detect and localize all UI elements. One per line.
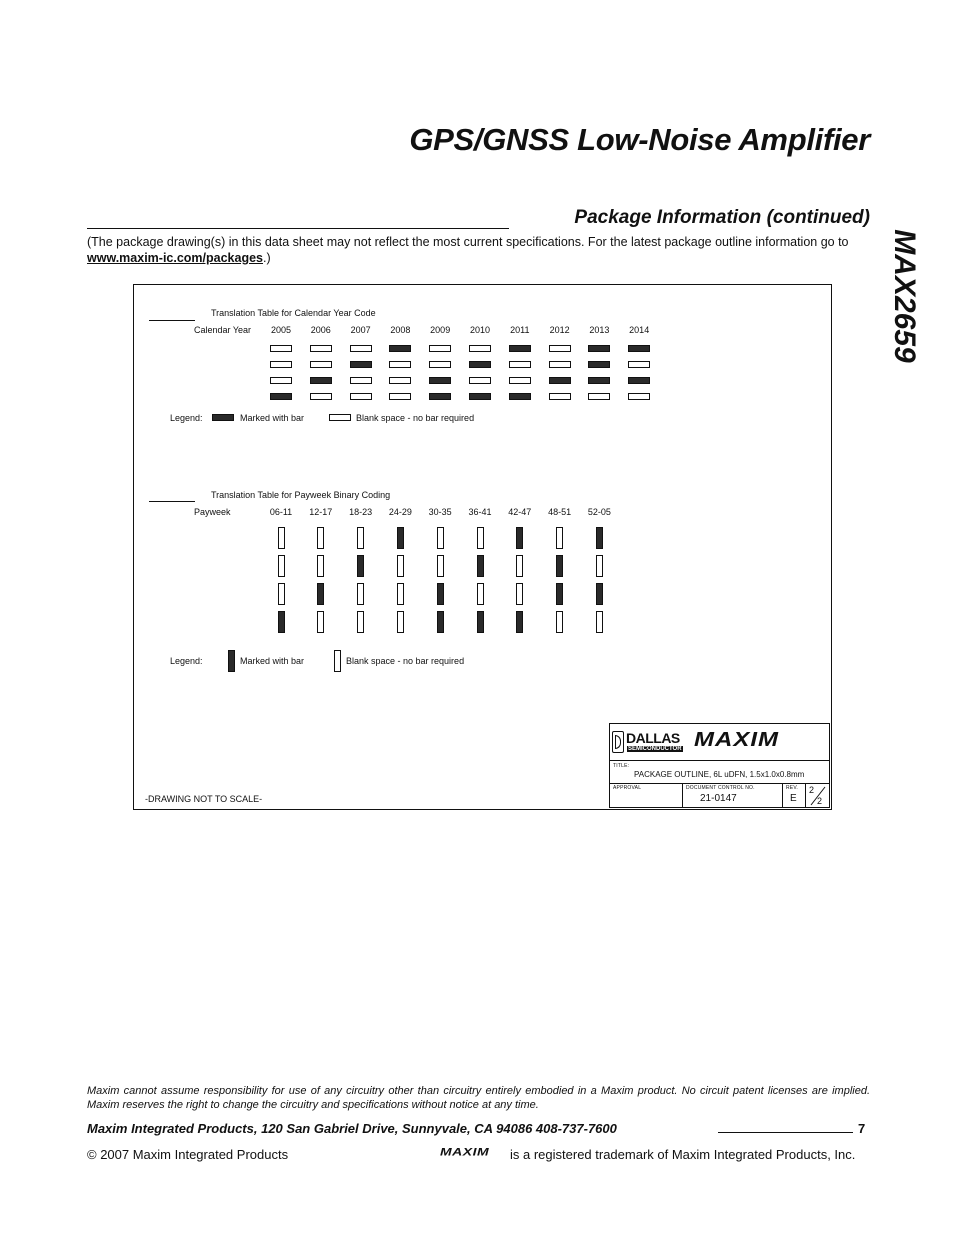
year-bar-marked [509,345,531,352]
year-bar-blank [389,361,411,368]
title-block-col-1 [682,783,683,808]
maxim-logo: MAXIM [694,728,779,751]
week-bar-blank [317,611,324,633]
year-bar-blank [350,377,372,384]
year-bar-blank [469,377,491,384]
packages-link[interactable]: www.maxim-ic.com/packages [87,251,264,265]
week-column-label: 42-47 [508,507,532,517]
year-bar-blank [469,345,491,352]
week-bar-blank [357,583,364,605]
year-bar-blank [628,361,650,368]
year-bar-blank [270,345,292,352]
year-bar-blank [509,377,531,384]
year-bar-blank [270,361,292,368]
week-bar-blank [317,555,324,577]
week-column-label: 48-51 [548,507,572,517]
section-rule [87,228,509,229]
title-block-col-2 [782,783,783,808]
rev-caption: REV. [786,785,799,791]
week-bar-marked [278,611,285,633]
week-bar-blank [477,583,484,605]
year-bar-blank [350,345,372,352]
approval-caption: APPROVAL [613,785,642,791]
year-bar-blank [549,393,571,400]
week-legend-blank-swatch [334,650,341,672]
week-column-label: 36-41 [468,507,492,517]
year-bar-blank [310,345,332,352]
year-bar-blank [549,361,571,368]
week-bar-marked [556,555,563,577]
week-bar-blank [556,611,563,633]
year-bar-blank [628,393,650,400]
year-legend-blank-swatch [329,414,351,421]
title-caption: TITLE: [613,763,630,769]
rev-value: E [790,793,797,804]
company-address: Maxim Integrated Products, 120 San Gabriel Drive, Sunnyvale, CA 94086 408-737-7600 [87,1121,617,1136]
year-bar-blank [549,345,571,352]
year-bar-marked [469,361,491,368]
week-row-label: Payweek [194,507,231,517]
year-bar-blank [509,361,531,368]
year-legend-blank: Blank space - no bar required [356,413,475,423]
year-bar-marked [628,345,650,352]
year-bar-marked [429,377,451,384]
year-row-label: Calendar Year [194,325,252,335]
page-title: GPS/GNSS Low-Noise Amplifier [409,122,870,157]
year-legend-marked-swatch [212,414,234,421]
dallas-logo-sub: SEMICONDUCTOR [628,746,682,752]
year-bar-blank [429,345,451,352]
week-bar-marked [556,583,563,605]
week-legend-label: Legend: [170,656,203,666]
week-bar-marked [516,611,523,633]
week-table-blank-line [149,501,195,502]
week-bar-blank [596,555,603,577]
doc-control-number: 21-0147 [700,793,737,804]
week-bar-blank [278,527,285,549]
week-bar-marked [437,583,444,605]
year-bar-marked [588,361,610,368]
doc-control-caption: DOCUMENT CONTROL NO. [686,785,755,791]
week-bar-blank [596,611,603,633]
week-legend-marked-swatch [228,650,235,672]
year-bar-marked [310,377,332,384]
copyright: © 2007 Maxim Integrated Products [87,1147,289,1162]
year-column-label: 2011 [510,325,530,335]
week-bar-blank [357,611,364,633]
year-table-blank-line [149,320,195,321]
week-column-label: 30-35 [428,507,452,517]
year-bar-blank [389,377,411,384]
year-bar-blank [270,377,292,384]
year-bar-marked [509,393,531,400]
year-bar-marked [628,377,650,384]
week-bar-blank [357,527,364,549]
week-bar-blank [397,555,404,577]
year-column-label: 2006 [310,325,331,335]
dallas-logo-icon [612,731,624,753]
year-column-label: 2008 [390,325,411,335]
week-column-label: 18-23 [349,507,373,517]
year-bar-marked [588,377,610,384]
week-bar-marked [477,555,484,577]
dallas-logo-text: DALLAS [626,730,680,746]
side-part-number [884,216,924,376]
legal-disclaimer: Maxim cannot assume responsibility for use of any circuitry other than circuitry entirely embodied in a Maxim product. No circuit patent licenses are implied. Maxim reserves the right to change the circuitry and specifications without notice at any time. [87,1085,870,1111]
year-bar-marked [270,393,292,400]
week-bar-blank [437,527,444,549]
year-bar-marked [549,377,571,384]
intro-end: .) [263,251,271,265]
intro-text: (The package drawing(s) in this data sheet may not reflect the most current specifications. For the latest package outline information go to [87,235,849,249]
week-bar-marked [477,611,484,633]
week-column-label: 12-17 [309,507,333,517]
maxim-trademark-logo: MAXIM [440,1145,490,1158]
year-bar-marked [389,345,411,352]
footer-rule [718,1132,853,1133]
year-legend-label: Legend: [170,413,203,423]
week-bar-blank [477,527,484,549]
week-legend-marked: Marked with bar [240,656,305,666]
year-column-label: 2007 [350,325,371,335]
sheet-slash-icon [805,783,830,808]
section-title: Package Information (continued) [574,207,870,228]
title-block-divider-2 [609,783,830,784]
year-bar-marked [588,345,610,352]
sheet-number: 2 [809,785,815,795]
year-bar-marked [350,361,372,368]
title-block-divider [609,760,830,761]
week-bar-blank [556,527,563,549]
week-column-label: 06-11 [269,507,293,517]
week-column-label: 52-05 [587,507,611,517]
page-number: 7 [858,1121,866,1136]
week-table-title: Translation Table for Payweek Binary Coding [211,490,391,500]
year-column-label: 2005 [270,325,292,335]
year-bar-blank [389,393,411,400]
week-bar-marked [596,527,603,549]
week-column-label: 24-29 [388,507,412,517]
year-bar-blank [429,361,451,368]
year-column-label: 2012 [549,325,570,335]
week-legend-blank: Blank space - no bar required [346,656,465,666]
year-column-label: 2013 [589,325,610,335]
week-bar-marked [357,555,364,577]
intro-paragraph [87,234,870,266]
week-bar-blank [516,555,523,577]
year-bar-blank [350,393,372,400]
drawing-scale-note: -DRAWING NOT TO SCALE- [145,794,263,804]
week-bar-blank [516,583,523,605]
week-bar-blank [437,555,444,577]
week-bar-marked [596,583,603,605]
week-bar-marked [437,611,444,633]
year-column-label: 2014 [629,325,650,335]
week-bar-marked [317,583,324,605]
week-bar-marked [516,527,523,549]
package-title: PACKAGE OUTLINE, 6L uDFN, 1.5x1.0x0.8mm [634,770,805,779]
year-bar-marked [469,393,491,400]
year-bar-blank [310,361,332,368]
week-bar-blank [317,527,324,549]
year-bar-blank [310,393,332,400]
year-column-label: 2010 [469,325,491,335]
year-bar-marked [429,393,451,400]
trademark-text: is a registered trademark of Maxim Integrated Products, Inc. [510,1147,856,1162]
week-bar-blank [278,583,285,605]
week-bar-blank [278,555,285,577]
year-legend-marked: Marked with bar [240,413,305,423]
part-number-label: MAX2659 [888,229,921,363]
year-column-label: 2009 [430,325,451,335]
week-bar-marked [397,527,404,549]
sheet-total: 2 [817,796,823,806]
year-table-title: Translation Table for Calendar Year Code [211,308,376,318]
week-bar-blank [397,583,404,605]
year-bar-blank [588,393,610,400]
week-bar-blank [397,611,404,633]
